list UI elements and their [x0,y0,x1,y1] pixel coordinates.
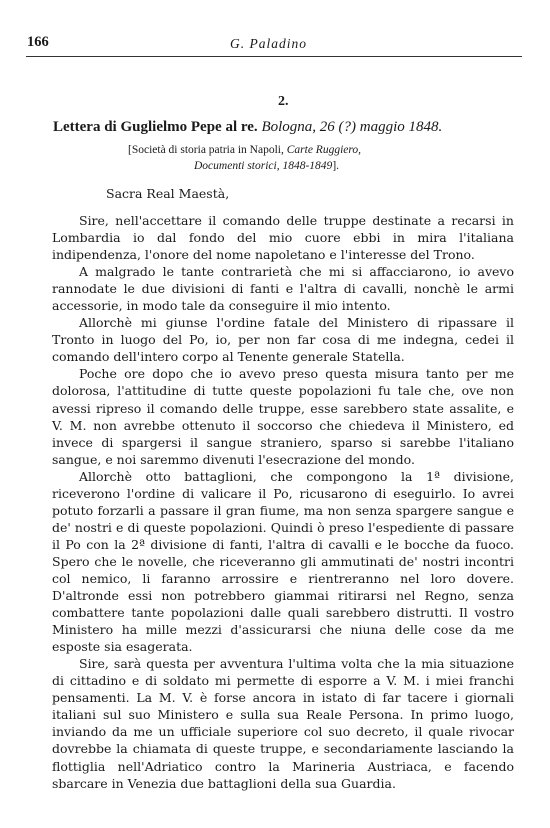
paragraph: Sire, sarà questa per avventura l'ultima volta che la mia situazione di cittadino e di soldato mi permette di esporre a V. M. i miei franchi pensamenti. La M. V. è forse ancora in istato di far tacere i giornali italiani sul suo Ministero e sulla sua Reale Persona. In primo luogo, inviando da me un ufficiale superiore col suo decreto, il quale rivocar dovrebbe la chiamata di queste truppe, e secondariamente lasciando la flottiglia nell'Adriatico contro la Marineria Austriaca, e facendo sbarcare in Venezia due battaglioni della sua Guardia. [52,656,514,791]
letter-body [52,212,514,792]
page-number: 166 [27,34,49,50]
source-line1-plain: [Società di storia patria in Napoli, [128,144,284,156]
header-rule [26,56,522,57]
paragraph: Allorchè mi giunse l'ordine fatale del Ministero di ripassare il Tronto in luogo del Po, io, per non far cosa di me indegna, cedei il comando dell'intero corpo al Tenente generale Statella. [52,315,514,365]
source-line2-italic: Documenti storici, 1848-1849 [194,160,333,172]
letter-title-place-date: Bologna, 26 (?) maggio 1848. [261,119,443,135]
paragraph: A malgrado le tante contrarietà che mi si affacciarono, io avevo rannodate le due divisioni di fanti e l'altra di cavalli, nonchè le armi accessorie, in modo tale da conseguire il mio intento. [52,264,514,314]
letter-title-main: Lettera di Guglielmo Pepe al re. [53,119,258,135]
paragraph: Poche ore dopo che io avevo preso questa misura tanto per me dolorosa, l'attitudine di tutte queste popolazioni fu tale che, ove non avessi ripreso il comando delle truppe, esse sarebbero state assalite, e V. M. non avrebbe ottenuto il soccorso che chiedeva il Ministero, ed invece di spargersi il sangue straniero, sparso si sarebbe l'italiano sangue, e noi saremmo divenuti l'esecrazione del mondo. [52,366,514,467]
source-note [128,142,528,174]
paragraph: Allorchè otto battaglioni, che compongono la 1ª divisione, riceverono l'ordine di valicare il Po, ricusarono di eseguirlo. Io avrei potuto forzarli a passare il gran fiume, ma non senza spargere sangue e de' nostri e di queste popolazioni. Quindi ò preso l'espediente di passare il Po con la 2ª divisione di fanti, l'altra di cavalli e le bocche da fuoco. Spero che le novelle, che riceveranno gli ammutinati de' nostri incontri col nemico, li faranno arrossire e rientreranno nel loro dovere. D'altronde essi non potrebbero giammai ritirarsi nel Regno, senza combattere tante popolazioni dalle quali sarebbero distrutti. Il vostro Ministero ha mille mezzi d'assicurarsi che niuna delle cose da me esposte sia esagerata. [52,468,514,655]
salutation: Sacra Real Maestà, [106,186,230,201]
section-number: 2. [278,94,289,109]
source-line1-italic: Carte Ruggiero, [286,144,362,156]
paragraph: Sire, nell'accettare il comando delle truppe destinate a recarsi in Lombardia io dal fondo del mio cuore ebbi in mira l'italiana indipendenza, l'onore del nome napoletano e l'interesse del Trono. [52,213,514,263]
running-head: G. Paladino [230,36,307,51]
letter-title [53,119,523,136]
source-line2-end: ]. [332,160,340,172]
